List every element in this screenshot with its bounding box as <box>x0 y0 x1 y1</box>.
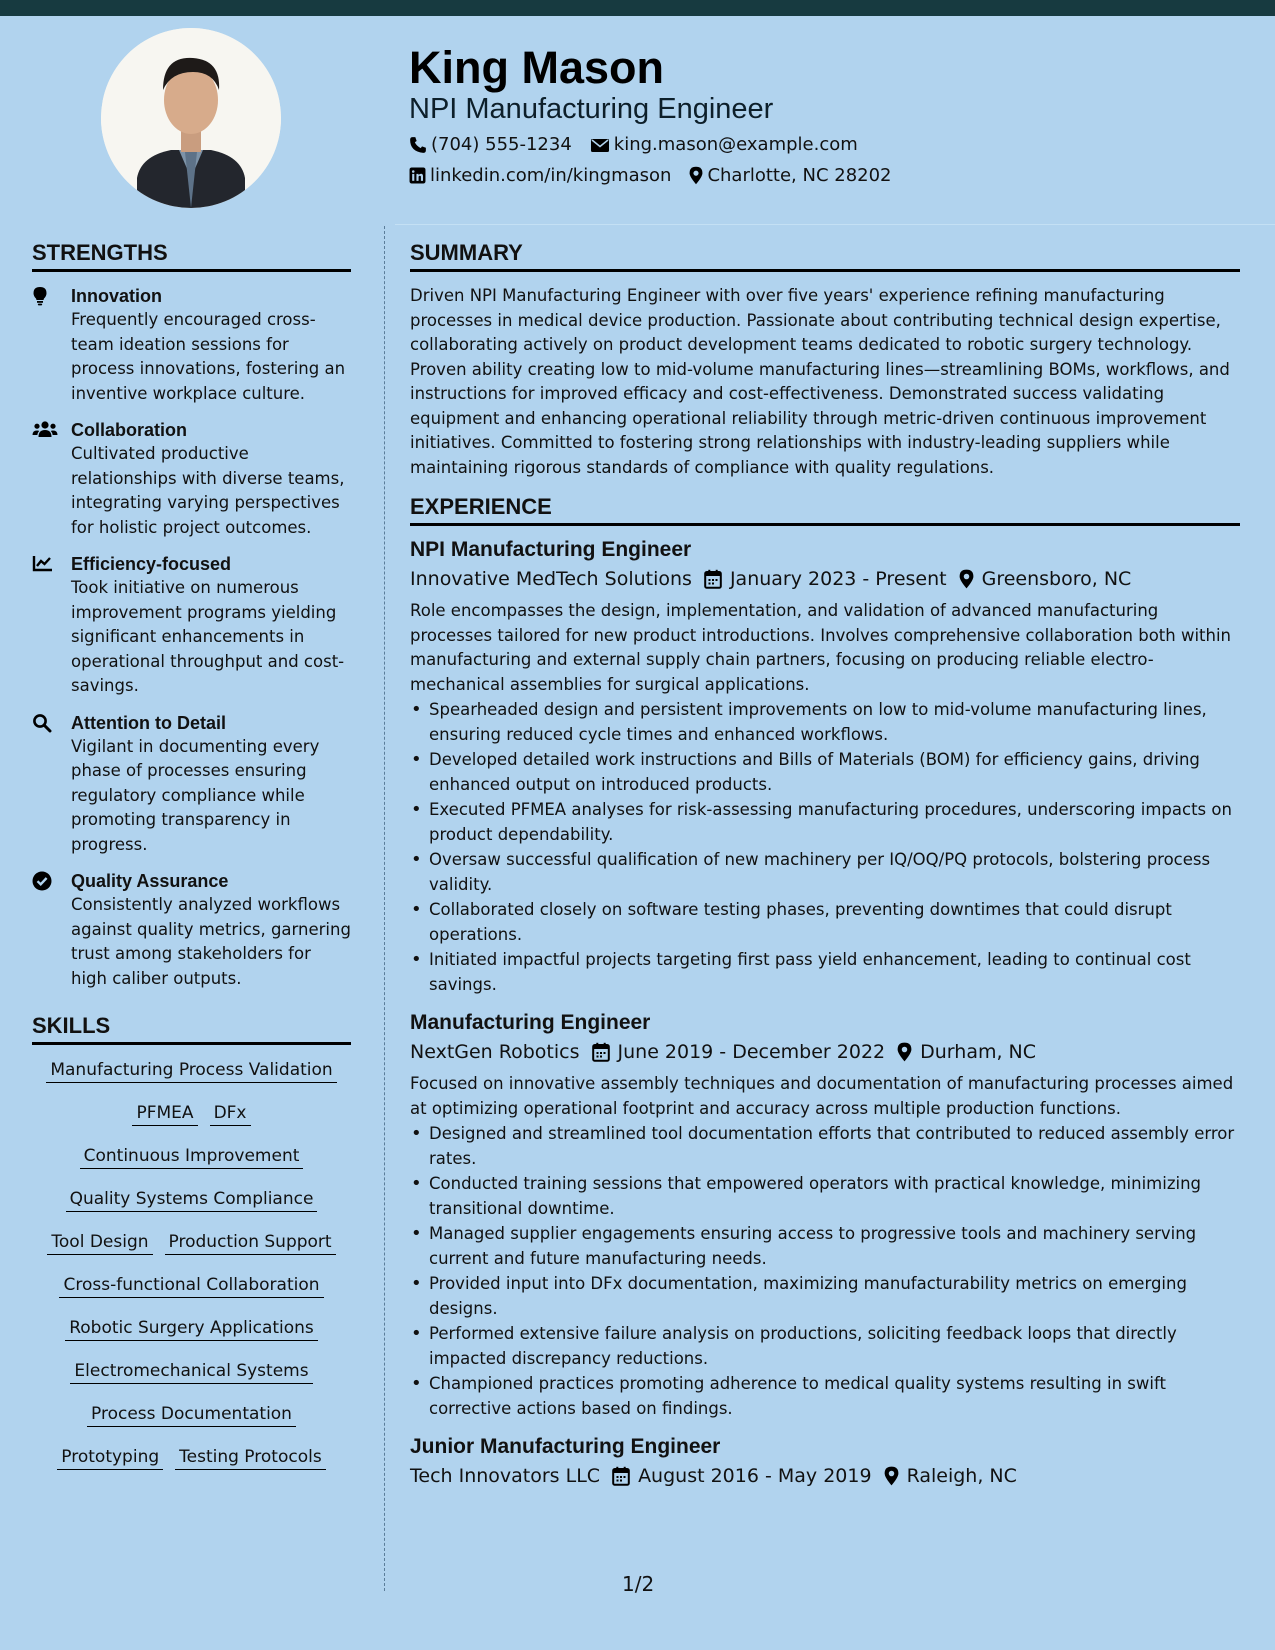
job-entry <box>410 1435 1240 1487</box>
bullet-item: • Conducted training sessions that empowered operators with practical knowledge, minimizing transitional downtime. <box>410 1172 1240 1221</box>
linkedin-icon <box>409 167 426 184</box>
bullet-item: • Provided input into DFx documentation, maximizing manufacturability metrics on emerging designs. <box>410 1272 1240 1321</box>
page-number: 1/2 <box>622 1572 655 1596</box>
skill-tag: Tool Design <box>47 1231 152 1255</box>
search-icon <box>32 713 52 733</box>
bullet-item: • Spearheaded design and persistent improvements on low to mid-volume manufacturing lines, ensuring reduced cycle times and enhanced workflows. <box>410 698 1240 747</box>
map-pin-icon <box>897 1042 912 1062</box>
job-bullets <box>410 1122 1240 1421</box>
calendar-icon <box>592 1042 610 1062</box>
phone-text: (704) 555-1234 <box>431 134 572 155</box>
candidate-title: NPI Manufacturing Engineer <box>409 93 774 125</box>
skill-tag: Continuous Improvement <box>80 1145 304 1169</box>
bullet-item: • Managed supplier engagements ensuring access to progressive tools and machinery serving current and future manufacturing needs. <box>410 1222 1240 1271</box>
job-title: NPI Manufacturing Engineer <box>410 538 692 561</box>
job-meta <box>410 568 1240 590</box>
skill-tag: Prototyping <box>57 1446 163 1470</box>
job-dates: August 2016 - May 2019 <box>638 1465 872 1487</box>
bullet-item: • Developed detailed work instructions and Bills of Materials (BOM) for efficiency gains, driving enhanced output on introduced products. <box>410 748 1240 797</box>
summary-text: Driven NPI Manufacturing Engineer with over five years' experience refining manufacturing processes in medical device production. Passionate about contributing technical design expertise, collaborating actively on product development teams dedicated to robotic surgery technology. Proven ability creating low to mid-volume manufacturing lines—streamlining BOMs, workflows, and instructions for improved efficacy and cost-effectiveness. Demonstrated success validating equipment and enhancing operational reliability through metric-driven continuous improvement initiatives. Committed to fostering strong relationships with industry-leading suppliers while maintaining rigorous standards of compliance with quality regulations. <box>410 286 1230 477</box>
strength-description: Consistently analyzed workflows against quality metrics, garnering trust among stakeholders for high caliber outputs. <box>71 895 351 988</box>
strength-name: Quality Assurance <box>71 871 229 891</box>
location-text: Charlotte, NC 28202 <box>707 165 892 186</box>
email-text: king.mason@example.com <box>613 134 858 155</box>
candidate-name: King Mason <box>409 42 664 93</box>
contact-row-1 <box>409 134 876 155</box>
map-pin-icon <box>884 1466 899 1486</box>
bullet-item: • Championed practices promoting adherence to medical quality systems resulting in swift corrective actions based on findings. <box>410 1372 1240 1421</box>
strength-description: Took initiative on numerous improvement programs yielding significant enhancements in operational throughput and cost-savings. <box>71 578 345 695</box>
linkedin-contact[interactable] <box>409 165 671 186</box>
bullet-item: • Oversaw successful qualification of new machinery per IQ/OQ/PQ protocols, bolstering process validity. <box>410 848 1240 897</box>
job-title: Manufacturing Engineer <box>410 1011 651 1034</box>
experience-heading: EXPERIENCE <box>410 494 1240 526</box>
job-company: NextGen Robotics <box>410 1041 580 1063</box>
calendar-icon <box>704 569 722 589</box>
job-meta <box>410 1041 1240 1063</box>
skills-heading: SKILLS <box>32 1013 351 1045</box>
map-pin-icon <box>689 166 703 185</box>
job-company: Tech Innovators LLC <box>410 1465 601 1487</box>
strength-item <box>32 284 351 406</box>
summary-heading: SUMMARY <box>410 240 1240 272</box>
bullet-item: • Initiated impactful projects targeting first pass yield enhancement, leading to continual cost savings. <box>410 948 1240 997</box>
strength-item <box>32 418 351 540</box>
phone-contact[interactable] <box>409 134 572 155</box>
strength-description: Frequently encouraged cross-team ideation sessions for process innovations, fostering an inventive workplace culture. <box>71 310 346 403</box>
skill-tag: Robotic Surgery Applications <box>65 1317 318 1341</box>
job-location: Raleigh, NC <box>906 1465 1017 1487</box>
skill-tag: Manufacturing Process Validation <box>46 1059 336 1083</box>
location-contact <box>689 165 891 186</box>
skill-tag: Process Documentation <box>87 1403 296 1427</box>
right-column <box>410 240 1240 1501</box>
left-column <box>32 240 351 1489</box>
job-location: Greensboro, NC <box>981 568 1132 590</box>
job-location: Durham, NC <box>920 1041 1037 1063</box>
strength-description: Vigilant in documenting every phase of processes ensuring regulatory compliance while promoting transparency in progress. <box>71 736 320 854</box>
skill-tag: Production Support <box>165 1231 336 1255</box>
column-divider <box>384 226 385 1591</box>
bullet-item: • Performed extensive failure analysis on productions, soliciting feedback loops that directly impacted discrepancy reductions. <box>410 1322 1240 1371</box>
skill-tag: PFMEA <box>132 1102 197 1126</box>
contact-row-2 <box>409 165 910 186</box>
job-title: Junior Manufacturing Engineer <box>410 1435 721 1458</box>
calendar-icon <box>612 1466 630 1486</box>
bullet-item: • Executed PFMEA analyses for risk-assessing manufacturing procedures, underscoring impacts on product dependability. <box>410 798 1240 847</box>
bullet-item: • Collaborated closely on software testing phases, preventing downtimes that could disrupt operations. <box>410 898 1240 947</box>
map-pin-icon <box>959 569 974 589</box>
job-meta <box>410 1465 1240 1487</box>
chart-line-icon <box>32 554 54 572</box>
skill-tag: Electromechanical Systems <box>70 1360 312 1384</box>
strength-description: Cultivated productive relationships with diverse teams, integrating varying perspectives for holistic project outcomes. <box>71 444 345 537</box>
strength-name: Attention to Detail <box>71 712 226 733</box>
header-divider <box>395 224 1275 225</box>
linkedin-text: linkedin.com/in/kingmason <box>430 165 672 186</box>
skills-list <box>32 1059 351 1489</box>
job-dates: January 2023 - Present <box>729 568 947 590</box>
job-description: Role encompasses the design, implementation, and validation of advanced manufacturing processes tailored for new product introductions. Involves comprehensive collaboration both within manufacturing and external supply chain partners, focusing on producing reliable electro-mechanical assemblies for surgical applications. <box>410 601 1232 694</box>
job-description: Focused on innovative assembly techniques and documentation of manufacturing processes aimed at optimizing operational footprint and accuracy across multiple production functions. <box>410 1074 1234 1118</box>
strength-name: Efficiency-focused <box>71 554 232 574</box>
job-entry <box>410 1011 1240 1421</box>
job-company: Innovative MedTech Solutions <box>410 568 692 590</box>
check-circle-icon <box>32 871 52 891</box>
job-dates: June 2019 - December 2022 <box>617 1041 886 1063</box>
strength-name: Collaboration <box>71 420 187 440</box>
skill-tag: Testing Protocols <box>175 1446 326 1470</box>
skill-tag: Quality Systems Compliance <box>66 1188 318 1212</box>
bullet-item: • Designed and streamlined tool documentation efforts that contributed to reduced assembly error rates. <box>410 1122 1240 1171</box>
skill-tag: DFx <box>210 1102 251 1126</box>
email-contact[interactable] <box>590 134 858 155</box>
envelope-icon <box>590 137 610 153</box>
job-entry <box>410 538 1240 997</box>
strengths-heading: STRENGTHS <box>32 240 351 272</box>
top-bar <box>0 0 1275 16</box>
skill-tag: Cross-functional Collaboration <box>59 1274 323 1298</box>
users-icon <box>32 420 58 438</box>
profile-photo <box>101 28 281 208</box>
strength-item <box>32 552 351 699</box>
strength-item <box>32 711 351 858</box>
strength-item <box>32 869 351 991</box>
phone-icon <box>409 136 427 154</box>
lightbulb-icon <box>32 286 48 306</box>
strength-name: Innovation <box>71 286 162 306</box>
job-bullets <box>410 698 1240 997</box>
